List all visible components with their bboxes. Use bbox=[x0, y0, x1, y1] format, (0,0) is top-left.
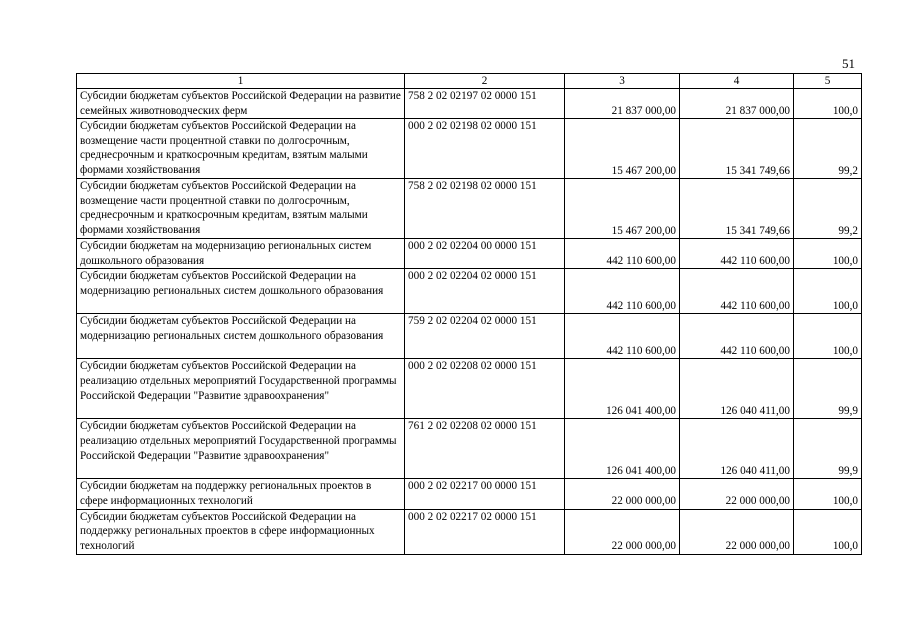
row-plan: 442 110 600,00 bbox=[565, 269, 680, 314]
row-code: 000 2 02 02204 00 0000 151 bbox=[405, 239, 565, 269]
row-fact: 15 341 749,66 bbox=[680, 179, 794, 239]
header-col-2: 2 bbox=[405, 74, 565, 89]
row-code: 758 2 02 02198 02 0000 151 bbox=[405, 179, 565, 239]
row-pct: 100,0 bbox=[794, 314, 862, 359]
header-col-3: 3 bbox=[565, 74, 680, 89]
row-name: Субсидии бюджетам субъектов Российской Федерации на модернизацию региональных систем дошкольного образования bbox=[77, 314, 405, 359]
header-col-5: 5 bbox=[794, 74, 862, 89]
row-code: 000 2 02 02208 02 0000 151 bbox=[405, 359, 565, 419]
header-row bbox=[77, 74, 862, 89]
table-row bbox=[77, 359, 862, 419]
row-pct: 100,0 bbox=[794, 509, 862, 554]
row-fact: 126 040 411,00 bbox=[680, 359, 794, 419]
table-row bbox=[77, 179, 862, 239]
table-row bbox=[77, 239, 862, 269]
row-plan: 22 000 000,00 bbox=[565, 509, 680, 554]
row-fact: 22 000 000,00 bbox=[680, 509, 794, 554]
row-name: Субсидии бюджетам субъектов Российской Федерации на возмещение части процентной ставки по долгосрочным, среднесрочным и краткосрочным кредитам, взятым малыми формами хозяйствования bbox=[77, 119, 405, 179]
row-name: Субсидии бюджетам субъектов Российской Федерации на реализацию отдельных мероприятий Государственной программы Российской Федерации "Развитие здравоохранения" bbox=[77, 359, 405, 419]
row-fact: 442 110 600,00 bbox=[680, 269, 794, 314]
table-row bbox=[77, 119, 862, 179]
row-plan: 22 000 000,00 bbox=[565, 479, 680, 509]
row-fact: 126 040 411,00 bbox=[680, 419, 794, 479]
header-col-4: 4 bbox=[680, 74, 794, 89]
table-row bbox=[77, 314, 862, 359]
row-pct: 100,0 bbox=[794, 479, 862, 509]
row-fact: 21 837 000,00 bbox=[680, 89, 794, 119]
row-name: Субсидии бюджетам субъектов Российской Федерации на поддержку региональных проектов в сфере информационных технологий bbox=[77, 509, 405, 554]
table-row bbox=[77, 89, 862, 119]
row-name: Субсидии бюджетам субъектов Российской Федерации на возмещение части процентной ставки по долгосрочным, среднесрочным и краткосрочным кредитам, взятым малыми формами хозяйствования bbox=[77, 179, 405, 239]
row-pct: 99,9 bbox=[794, 419, 862, 479]
row-name: Субсидии бюджетам субъектов Российской Федерации на развитие семейных животноводческих ферм bbox=[77, 89, 405, 119]
row-pct: 100,0 bbox=[794, 89, 862, 119]
row-fact: 442 110 600,00 bbox=[680, 314, 794, 359]
row-plan: 442 110 600,00 bbox=[565, 314, 680, 359]
row-code: 759 2 02 02204 02 0000 151 bbox=[405, 314, 565, 359]
page-number: 51 bbox=[842, 56, 855, 71]
row-fact: 442 110 600,00 bbox=[680, 239, 794, 269]
row-plan: 442 110 600,00 bbox=[565, 239, 680, 269]
row-code: 000 2 02 02198 02 0000 151 bbox=[405, 119, 565, 179]
row-plan: 21 837 000,00 bbox=[565, 89, 680, 119]
row-name: Субсидии бюджетам субъектов Российской Федерации на реализацию отдельных мероприятий Государственной программы Российской Федерации "Развитие здравоохранения" bbox=[77, 419, 405, 479]
row-pct: 99,2 bbox=[794, 179, 862, 239]
table-row bbox=[77, 479, 862, 509]
row-code: 000 2 02 02217 00 0000 151 bbox=[405, 479, 565, 509]
row-pct: 100,0 bbox=[794, 269, 862, 314]
row-fact: 15 341 749,66 bbox=[680, 119, 794, 179]
row-code: 000 2 02 02204 02 0000 151 bbox=[405, 269, 565, 314]
row-fact: 22 000 000,00 bbox=[680, 479, 794, 509]
row-plan: 15 467 200,00 bbox=[565, 179, 680, 239]
row-pct: 99,2 bbox=[794, 119, 862, 179]
row-plan: 126 041 400,00 bbox=[565, 359, 680, 419]
budget-table bbox=[76, 73, 862, 555]
row-plan: 15 467 200,00 bbox=[565, 119, 680, 179]
row-plan: 126 041 400,00 bbox=[565, 419, 680, 479]
row-code: 761 2 02 02208 02 0000 151 bbox=[405, 419, 565, 479]
row-name: Субсидии бюджетам на поддержку региональных проектов в сфере информационных технологий bbox=[77, 479, 405, 509]
row-pct: 100,0 bbox=[794, 239, 862, 269]
row-name: Субсидии бюджетам субъектов Российской Федерации на модернизацию региональных систем дошкольного образования bbox=[77, 269, 405, 314]
table-row bbox=[77, 419, 862, 479]
row-code: 000 2 02 02217 02 0000 151 bbox=[405, 509, 565, 554]
table-row bbox=[77, 269, 862, 314]
table-row bbox=[77, 509, 862, 554]
row-pct: 99,9 bbox=[794, 359, 862, 419]
header-col-1: 1 bbox=[77, 74, 405, 89]
row-name: Субсидии бюджетам на модернизацию региональных систем дошкольного образования bbox=[77, 239, 405, 269]
row-code: 758 2 02 02197 02 0000 151 bbox=[405, 89, 565, 119]
